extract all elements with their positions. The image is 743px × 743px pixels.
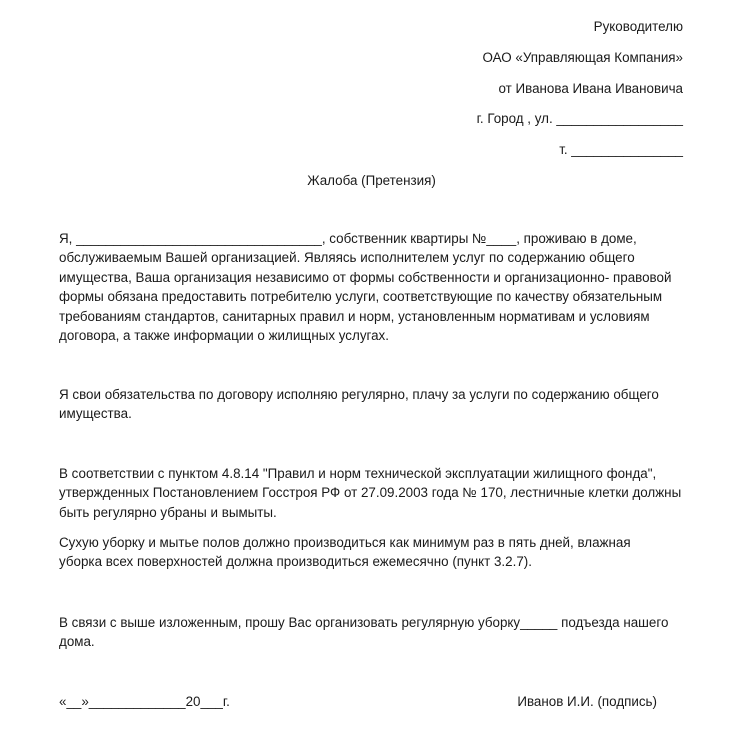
paragraph-line: обслуживаемым Вашей организацией. Являясь исполнителем услуг по содержанию общего — [59, 250, 635, 266]
paragraph-3 — [59, 464, 689, 522]
paragraph-2 — [59, 385, 689, 424]
paragraph-line: быть регулярно убраны и вымыты. — [59, 504, 277, 520]
paragraph-4 — [59, 533, 689, 572]
paragraph-1 — [59, 229, 689, 345]
paragraph-line: уборка всех поверхностей должна производиться ежемесячно (пункт 3.2.7). — [59, 554, 532, 570]
paragraph-line: Я, _________________________________, собственник квартиры №____, проживаю в доме, — [59, 231, 637, 246]
addressee-line-3: от Иванова Ивана Ивановича — [498, 81, 683, 96]
paragraph-line: утвержденных Постановлением Госстроя РФ от 27.09.2003 года № 170, лестничные клетки должны — [59, 485, 682, 501]
addressee-line-5: т. _______________ — [559, 142, 683, 157]
paragraph-line: формы обязана предоставить потребителю услуги, соответствующие по качеству обязательным — [59, 289, 663, 305]
date-line: «__»_____________20___г. — [59, 694, 230, 709]
paragraph-line: Я свои обязательства по договору исполняю регулярно, плачу за услуги по содержанию общего — [59, 387, 659, 402]
paragraph-line: В соответствии с пунктом 4.8.14 "Правил и норм технической эксплуатации жилищного фонда", — [59, 466, 657, 481]
paragraph-5 — [59, 613, 689, 652]
paragraph-line: требованиям стандартов, санитарных правил и норм, установленным нормативам и условиям — [59, 308, 650, 324]
paragraph-line: имущества. — [59, 406, 132, 422]
addressee-line-4: г. Город , ул. _________________ — [476, 111, 683, 126]
addressee-line-2: ОАО «Управляющая Компания» — [482, 50, 683, 65]
paragraph-line: договора, а также информации о жилищных услугах. — [59, 328, 389, 344]
signature-line: Иванов И.И. (подпись) — [517, 694, 657, 709]
document-title: Жалоба (Претензия) — [307, 173, 436, 188]
paragraph-line: дома. — [59, 634, 95, 650]
paragraph-line: Сухую уборку и мытье полов должно производиться как минимум раз в пять дней, влажная — [59, 535, 631, 550]
paragraph-line: В связи с выше изложенным, прошу Вас организовать регулярную уборку_____ подъезда нашего — [59, 615, 669, 630]
paragraph-line: имущества, Ваша организация независимо от формы собственности и организационно- правовой — [59, 269, 672, 285]
addressee-line-1: Руководителю — [593, 19, 683, 34]
